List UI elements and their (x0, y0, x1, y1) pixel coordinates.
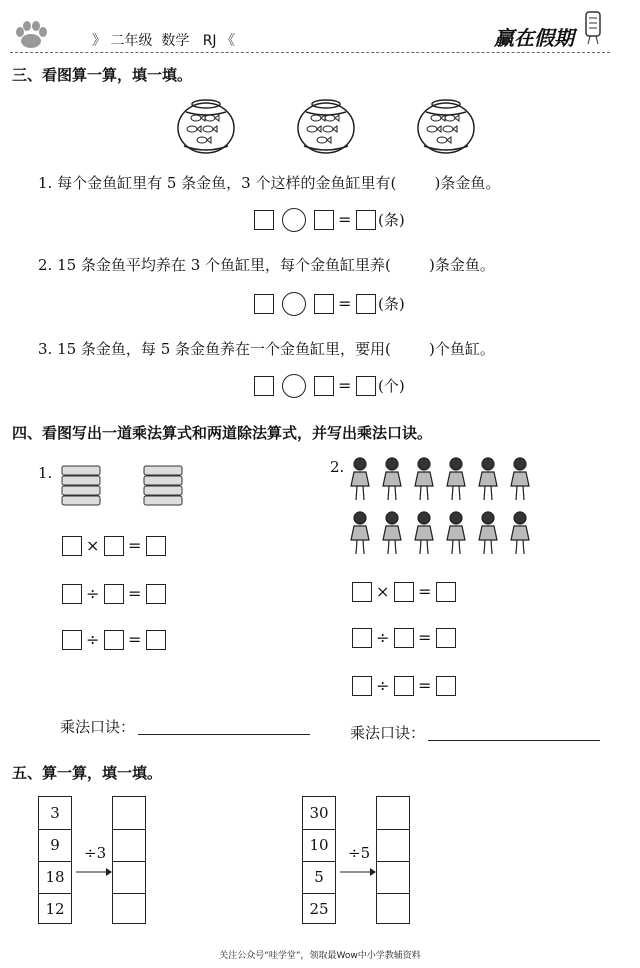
answer-box[interactable] (356, 376, 376, 396)
equals-sign: = (418, 582, 432, 601)
value-column (38, 796, 72, 924)
header-brand: 赢在假期 (494, 26, 574, 50)
answer-box[interactable] (254, 294, 274, 314)
operator-label: ÷3 (84, 844, 107, 862)
operator-label: ÷5 (348, 844, 371, 862)
value-cell: 12 (45, 900, 65, 918)
answer-box[interactable] (352, 676, 372, 696)
header-divider (10, 52, 610, 53)
answer-box[interactable] (352, 628, 372, 648)
equals-sign: = (338, 210, 352, 229)
brand-mascot-icon (582, 10, 604, 46)
value-cell: 18 (45, 868, 65, 886)
section5-title: 五、算一算，填一填。 (12, 764, 163, 782)
answer-box[interactable] (352, 582, 372, 602)
answer-box[interactable] (436, 676, 456, 696)
answer-box[interactable] (62, 584, 82, 604)
answer-column (376, 796, 410, 924)
equals-sign: = (418, 628, 432, 647)
equals-sign: = (418, 676, 432, 695)
answer-box[interactable] (356, 210, 376, 230)
divide-sign: ÷ (376, 628, 390, 647)
footer-note: 关注公众号“哇学堂”，领取最Wow中小学教辅资料 (219, 951, 421, 961)
operator-circle[interactable] (282, 292, 306, 316)
answer-box[interactable] (314, 294, 334, 314)
equals-sign: = (338, 294, 352, 313)
divide-sign: ÷ (376, 676, 390, 695)
value-column (302, 796, 336, 924)
operator-circle[interactable] (282, 208, 306, 232)
answer-box[interactable] (146, 584, 166, 604)
section3-question-2: 2. 15 条金鱼平均养在 3 个鱼缸里，每个金鱼缸里养( )条金鱼。 (38, 256, 495, 274)
operator-circle[interactable] (282, 374, 306, 398)
rhyme-answer-line[interactable] (138, 734, 310, 735)
equals-sign: = (128, 536, 142, 555)
divide-sign: ÷ (86, 584, 100, 603)
answer-box[interactable] (394, 582, 414, 602)
answer-box[interactable] (394, 676, 414, 696)
answer-box[interactable] (356, 294, 376, 314)
answer-box[interactable] (254, 376, 274, 396)
answer-box[interactable] (146, 630, 166, 650)
answer-box[interactable] (62, 536, 82, 556)
answer-box[interactable] (104, 630, 124, 650)
header-grade-subject: 》 二年级 数学 RJ 《 (92, 33, 236, 49)
times-sign: × (86, 536, 100, 555)
equals-sign: = (338, 376, 352, 395)
value-cell: 10 (309, 836, 329, 854)
value-cell: 3 (50, 804, 60, 822)
value-cell: 9 (50, 836, 60, 854)
rhyme-answer-line[interactable] (428, 740, 600, 741)
rhyme-label: 乘法口诀： (60, 718, 136, 736)
answer-box[interactable] (436, 628, 456, 648)
times-sign: × (376, 582, 390, 601)
answer-box[interactable] (314, 210, 334, 230)
section3-question-3: 3. 15 条金鱼，每 5 条金鱼养在一个金鱼缸里，要用( )个鱼缸。 (38, 340, 495, 358)
paw-icon (14, 20, 48, 50)
value-cell: 25 (309, 900, 329, 918)
problem-2-label: 2. (330, 458, 345, 476)
answer-box[interactable] (394, 628, 414, 648)
unit-label: (条) (378, 211, 405, 229)
book-stacks-illustration (60, 464, 200, 510)
problem-1-label: 1. (38, 464, 53, 482)
fishbowl-row (176, 96, 476, 156)
rhyme-label: 乘法口诀： (350, 724, 426, 742)
section3-question-1: 1. 每个金鱼缸里有 5 条金鱼，3 个这样的金鱼缸里有( )条金鱼。 (38, 174, 501, 192)
answer-box[interactable] (62, 630, 82, 650)
equals-sign: = (128, 630, 142, 649)
value-cell: 30 (309, 804, 329, 822)
unit-label: (条) (378, 295, 405, 313)
arrow-icon (76, 862, 112, 872)
answer-column (112, 796, 146, 924)
arrow-icon (340, 862, 376, 872)
answer-box[interactable] (314, 376, 334, 396)
answer-box[interactable] (146, 536, 166, 556)
answer-box[interactable] (104, 584, 124, 604)
children-illustration (348, 456, 538, 560)
unit-label: (个) (378, 377, 405, 395)
divide-sign: ÷ (86, 630, 100, 649)
answer-box[interactable] (436, 582, 456, 602)
section3-title: 三、看图算一算，填一填。 (12, 66, 193, 84)
answer-box[interactable] (104, 536, 124, 556)
answer-box[interactable] (254, 210, 274, 230)
value-cell: 5 (314, 868, 324, 886)
equals-sign: = (128, 584, 142, 603)
section4-title: 四、看图写出一道乘法算式和两道除法算式，并写出乘法口诀。 (12, 424, 433, 442)
